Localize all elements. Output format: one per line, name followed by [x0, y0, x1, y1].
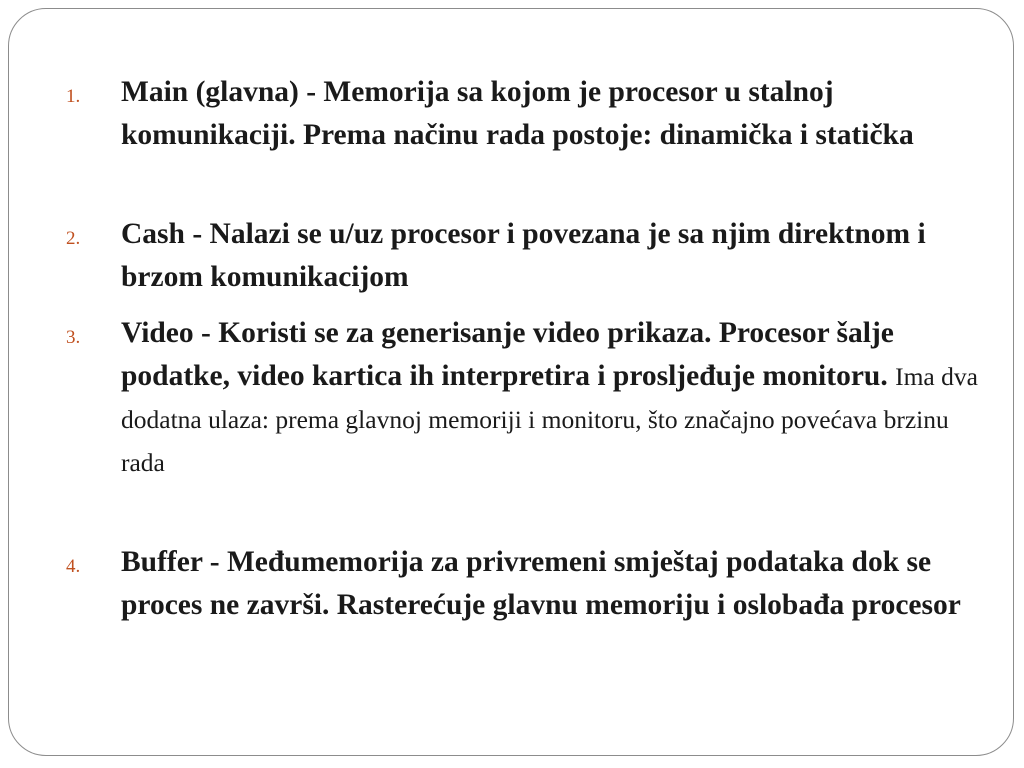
list-number: 3.: [66, 327, 81, 348]
slide: [8, 8, 1014, 756]
list-item-bold-text: Main (glavna) - Memorija sa kojom je procesor u stalnoj komunikaciji. Prema načinu rada postoje: dinamička i statička: [121, 76, 914, 151]
list-item-bold-text: Video - Koristi se za generisanje video prikaza. Procesor šalje podatke, video kartica ih interpretira i prosljeđuje monitoru.: [121, 317, 894, 392]
list-number: 1.: [66, 86, 81, 107]
list-item-bold-text: Cash - Nalazi se u/uz procesor i povezana je sa njim direktnom i brzom komunikacijom: [121, 218, 926, 293]
list-number: 4.: [66, 556, 81, 577]
list-item-bold-text: Buffer - Međumemorija za privremeni smještaj podataka dok se proces ne završi. Rasterećuje glavnu memoriju i oslobađa procesor: [121, 546, 961, 621]
list-item-text: [121, 541, 981, 627]
list-number: 2.: [66, 228, 81, 249]
list-item-text: [121, 71, 981, 157]
list-item-regular-text: Ima dva dodatna ulaza: prema glavnoj memoriji i monitoru, što značajno povećava brzinu rada: [121, 362, 978, 477]
list-item-text: [121, 213, 981, 299]
list-item-text: [121, 312, 981, 484]
